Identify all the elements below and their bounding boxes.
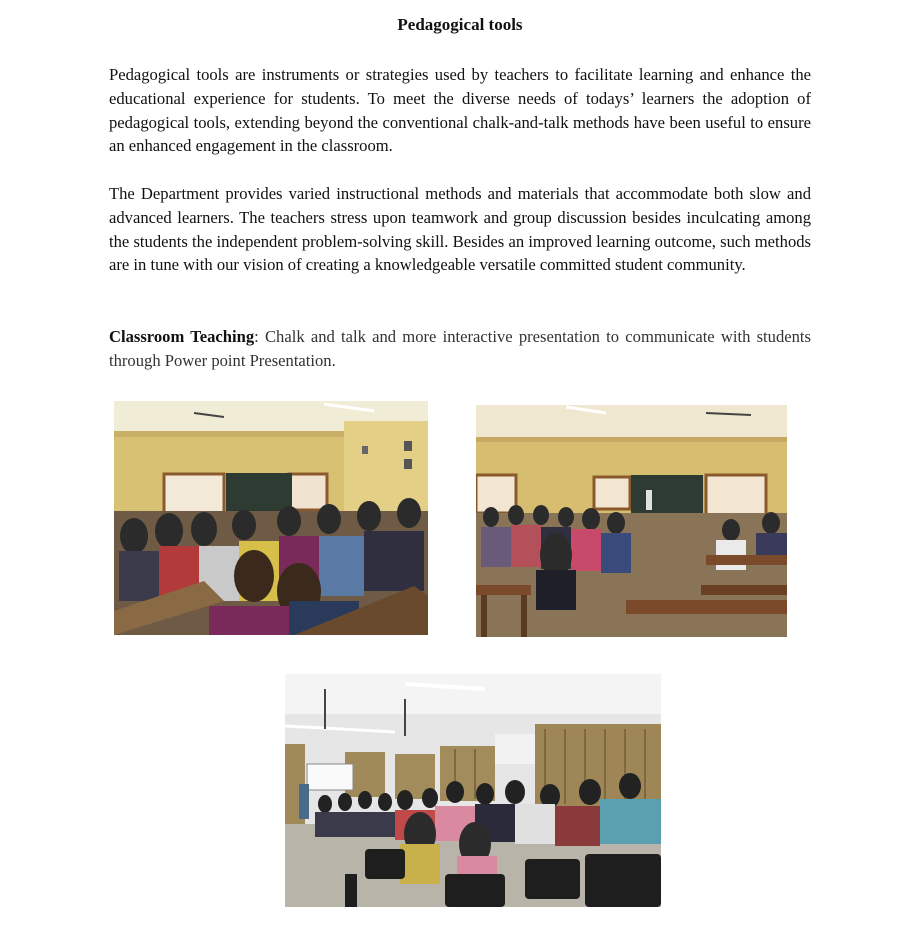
classroom-teaching-paragraph <box>109 325 811 373</box>
department-paragraph: The Department provides varied instructional methods and materials that accommodate both slow and advanced learners. The teachers stress upon teamwork and group discussion besides inculcating among the students the independent problem-solving skill. Besides an improved learning outcome, such methods are in tune with our vision of creating a knowledgeable versatile committed student community. <box>109 184 811 275</box>
intro-paragraph: Pedagogical tools are instruments or strategies used by teachers to facilitate learning and enhance the educational experience for students. To meet the diverse needs of todays’ learners the adoption of pedagogical tools, extending beyond the conventional chalk-and-talk methods have been useful to ensure an enhanced engagement in the classroom. <box>109 65 811 156</box>
classroom-photo-1 <box>114 401 428 635</box>
classroom-teaching-text: : Chalk and talk and more interactive presentation to communicate with students through Power point Presentation. <box>109 327 811 370</box>
classroom-teaching-label: Classroom Teaching <box>109 327 255 346</box>
classroom-photo-2 <box>476 405 787 637</box>
page-title: Pedagogical tools <box>397 15 523 34</box>
seminar-hall-photo <box>285 674 661 907</box>
